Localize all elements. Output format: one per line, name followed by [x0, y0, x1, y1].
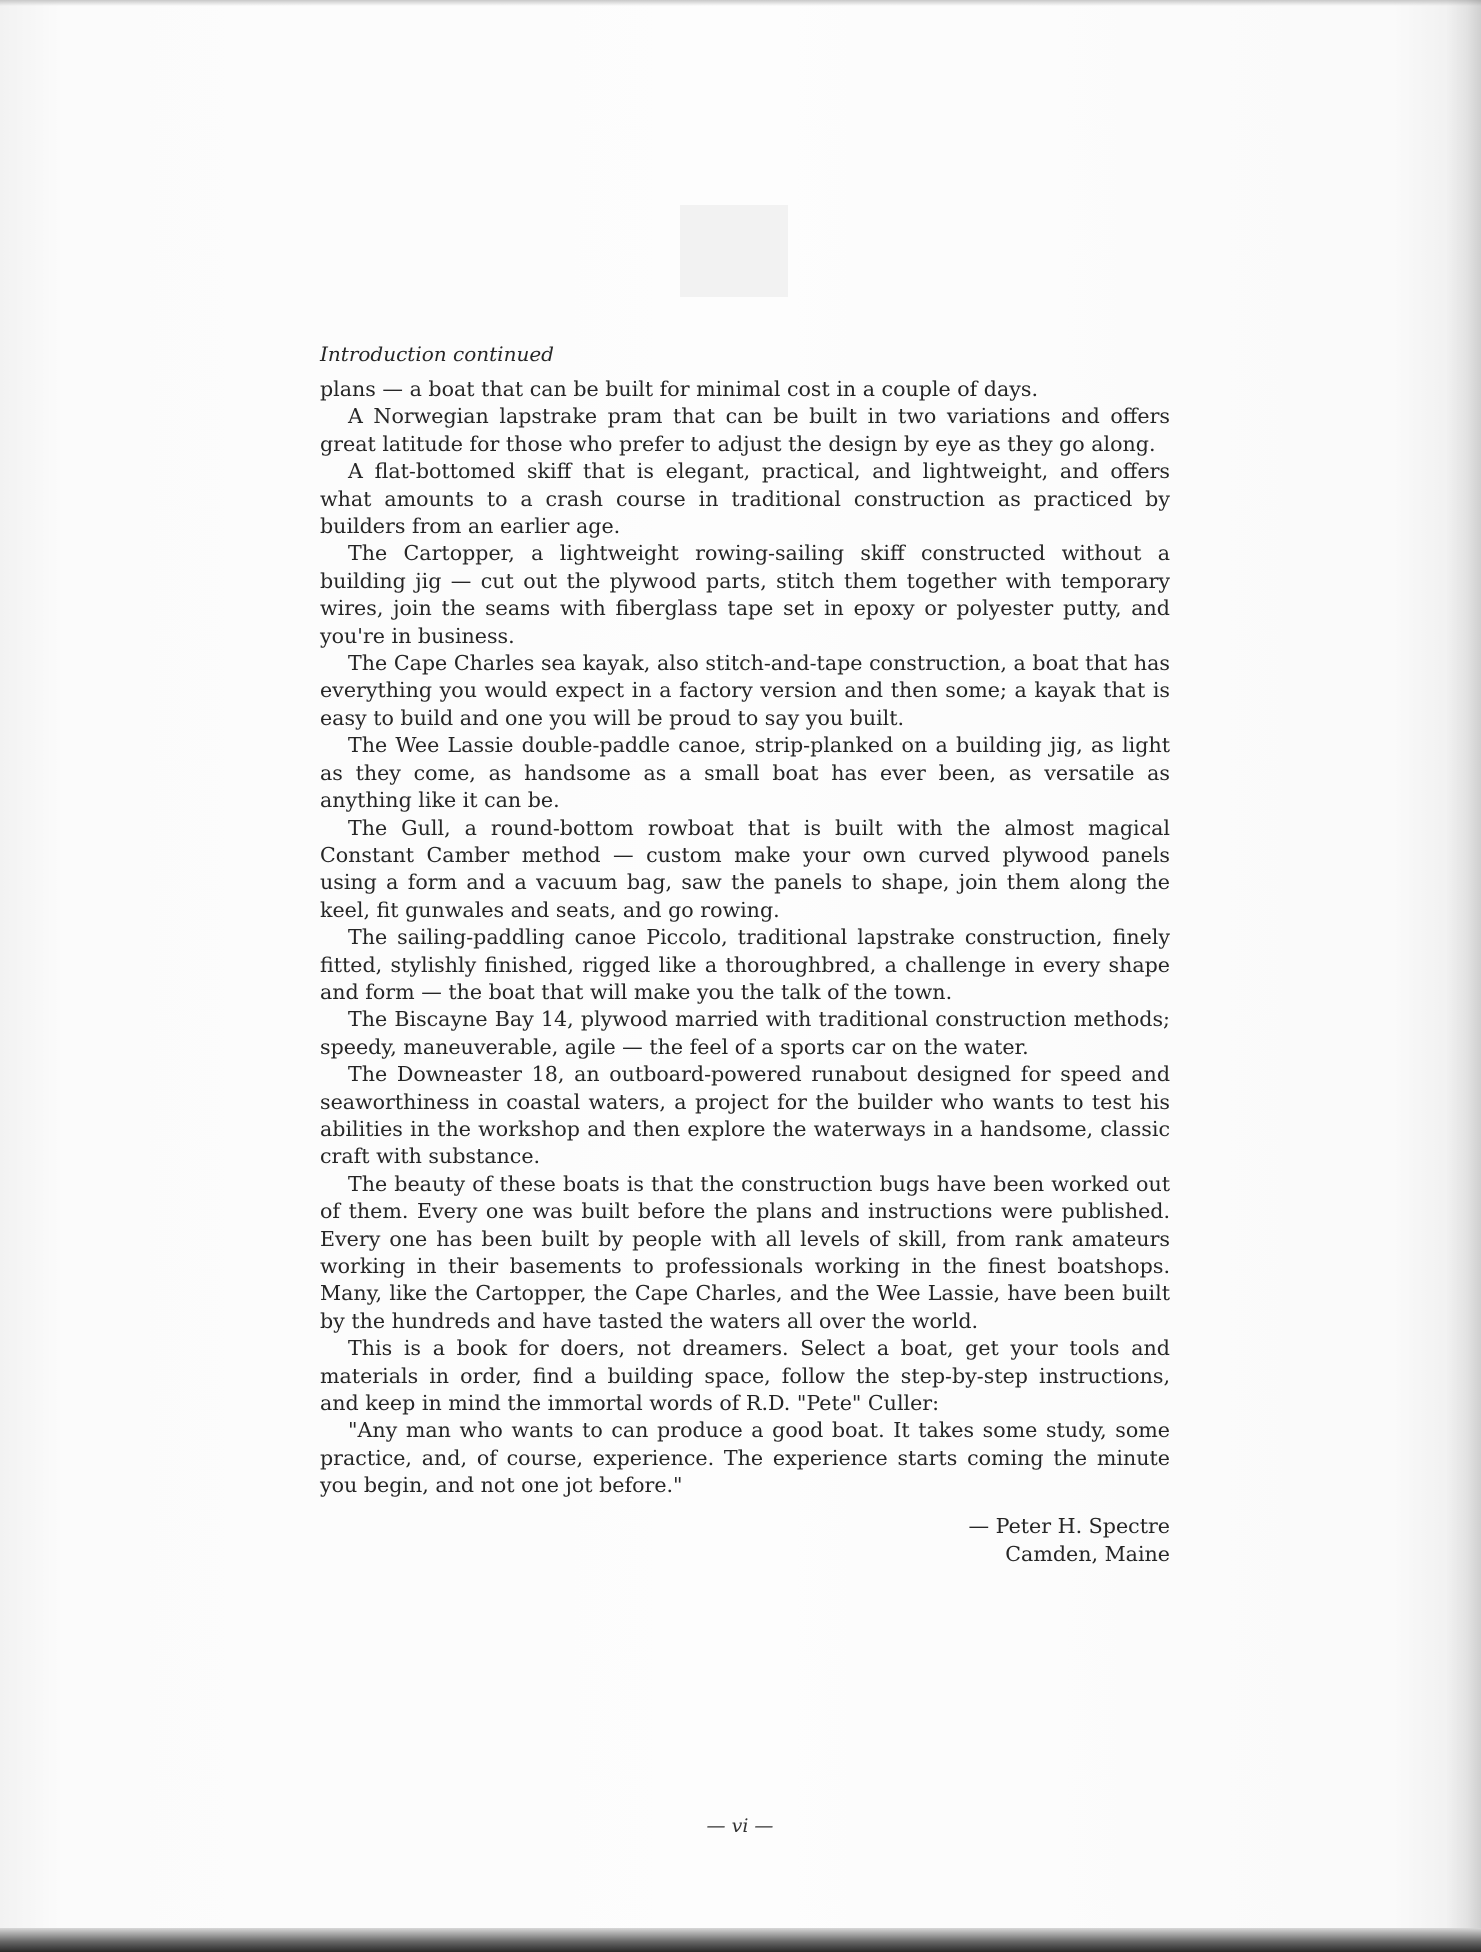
continued-heading: Introduction continued [320, 342, 554, 366]
paragraph: The sailing-paddling canoe Piccolo, traditional lapstrake construction, finely fitted, stylishly finished, rigged like a thoroughbred, a challenge in every shape and form — the boat that will make you the talk of the town. [320, 925, 1170, 1004]
paragraph: This is a book for doers, not dreamers. Select a boat, get your tools and materials in order, find a building space, follow the step-by-step instructions, and keep in mind the immortal words of R.D. "Pete" Culler: [320, 1336, 1170, 1416]
paragraph: The Wee Lassie double-paddle canoe, strip-planked on a building jig, as light as they come, as handsome as a small boat has ever been, as versatile as anything like it can be. [320, 733, 1170, 813]
author-place: Camden, Maine [1005, 1541, 1170, 1566]
bleed-through-mark [680, 205, 788, 297]
author-name: — Peter H. Spectre [968, 1513, 1170, 1538]
paragraph: The Downeaster 18, an outboard-powered runabout designed for speed and seaworthiness in coastal waters, a project for the builder who wants to test his abilities in the workshop and then explore the waterways in a handsome, classic craft with substance. [320, 1062, 1170, 1169]
paragraph: The Cape Charles sea kayak, also stitch-and-tape construction, a boat that has everything you would expect in a factory version and then some; a kayak that is easy to build and one you will be proud to say you built. [320, 651, 1170, 730]
body-text [320, 340, 1170, 1568]
paragraph: A Norwegian lapstrake pram that can be built in two variations and offers great latitude for those who prefer to adjust the design by eye as they go along. [320, 404, 1170, 456]
signature-block [320, 1512, 1170, 1568]
scan-right-edge [1446, 0, 1481, 1930]
scan-top-edge [0, 0, 1481, 6]
quotation: "Any man who wants to can produce a good boat. It takes some study, some practice, and, of course, experience. The experience starts coming the minute you begin, and not one jot before." [320, 1418, 1170, 1498]
paragraph: The Cartopper, a lightweight rowing-sailing skiff constructed without a building jig — cut out the plywood parts, stitch them together with temporary wires, join the seams with fiberglass tape set in epoxy or polyester putty, and you're in business. [320, 541, 1170, 648]
page-number: — vi — [706, 1815, 774, 1837]
paragraph: The Biscayne Bay 14, plywood married with traditional construction methods; speedy, maneuverable, agile — the feel of a sports car on the water. [320, 1007, 1170, 1059]
paragraph: The Gull, a round-bottom rowboat that is built with the almost magical Constant Camber method — custom make your own curved plywood panels using a form and a vacuum bag, saw the panels to shape, join them along the keel, fit gunwales and seats, and go rowing. [320, 815, 1170, 922]
paragraph: The beauty of these boats is that the construction bugs have been worked out of them. Every one was built before the plans and instructions were published. Every one has been built by people with all levels of skill, from rank amateurs working in their basements to professionals working in the finest boatshops. Many, like the Cartopper, the Cape Charles, and the Wee Lassie, have been built by the hundreds and have tasted the waters all over the world. [320, 1171, 1170, 1333]
paragraph: plans — a boat that can be built for minimal cost in a couple of days. [320, 377, 1039, 401]
paragraph: A flat-bottomed skiff that is elegant, practical, and lightweight, and offers what amounts to a crash course in traditional construction as practiced by builders from an earlier age. [320, 459, 1170, 539]
scan-bottom-edge [0, 1928, 1481, 1952]
